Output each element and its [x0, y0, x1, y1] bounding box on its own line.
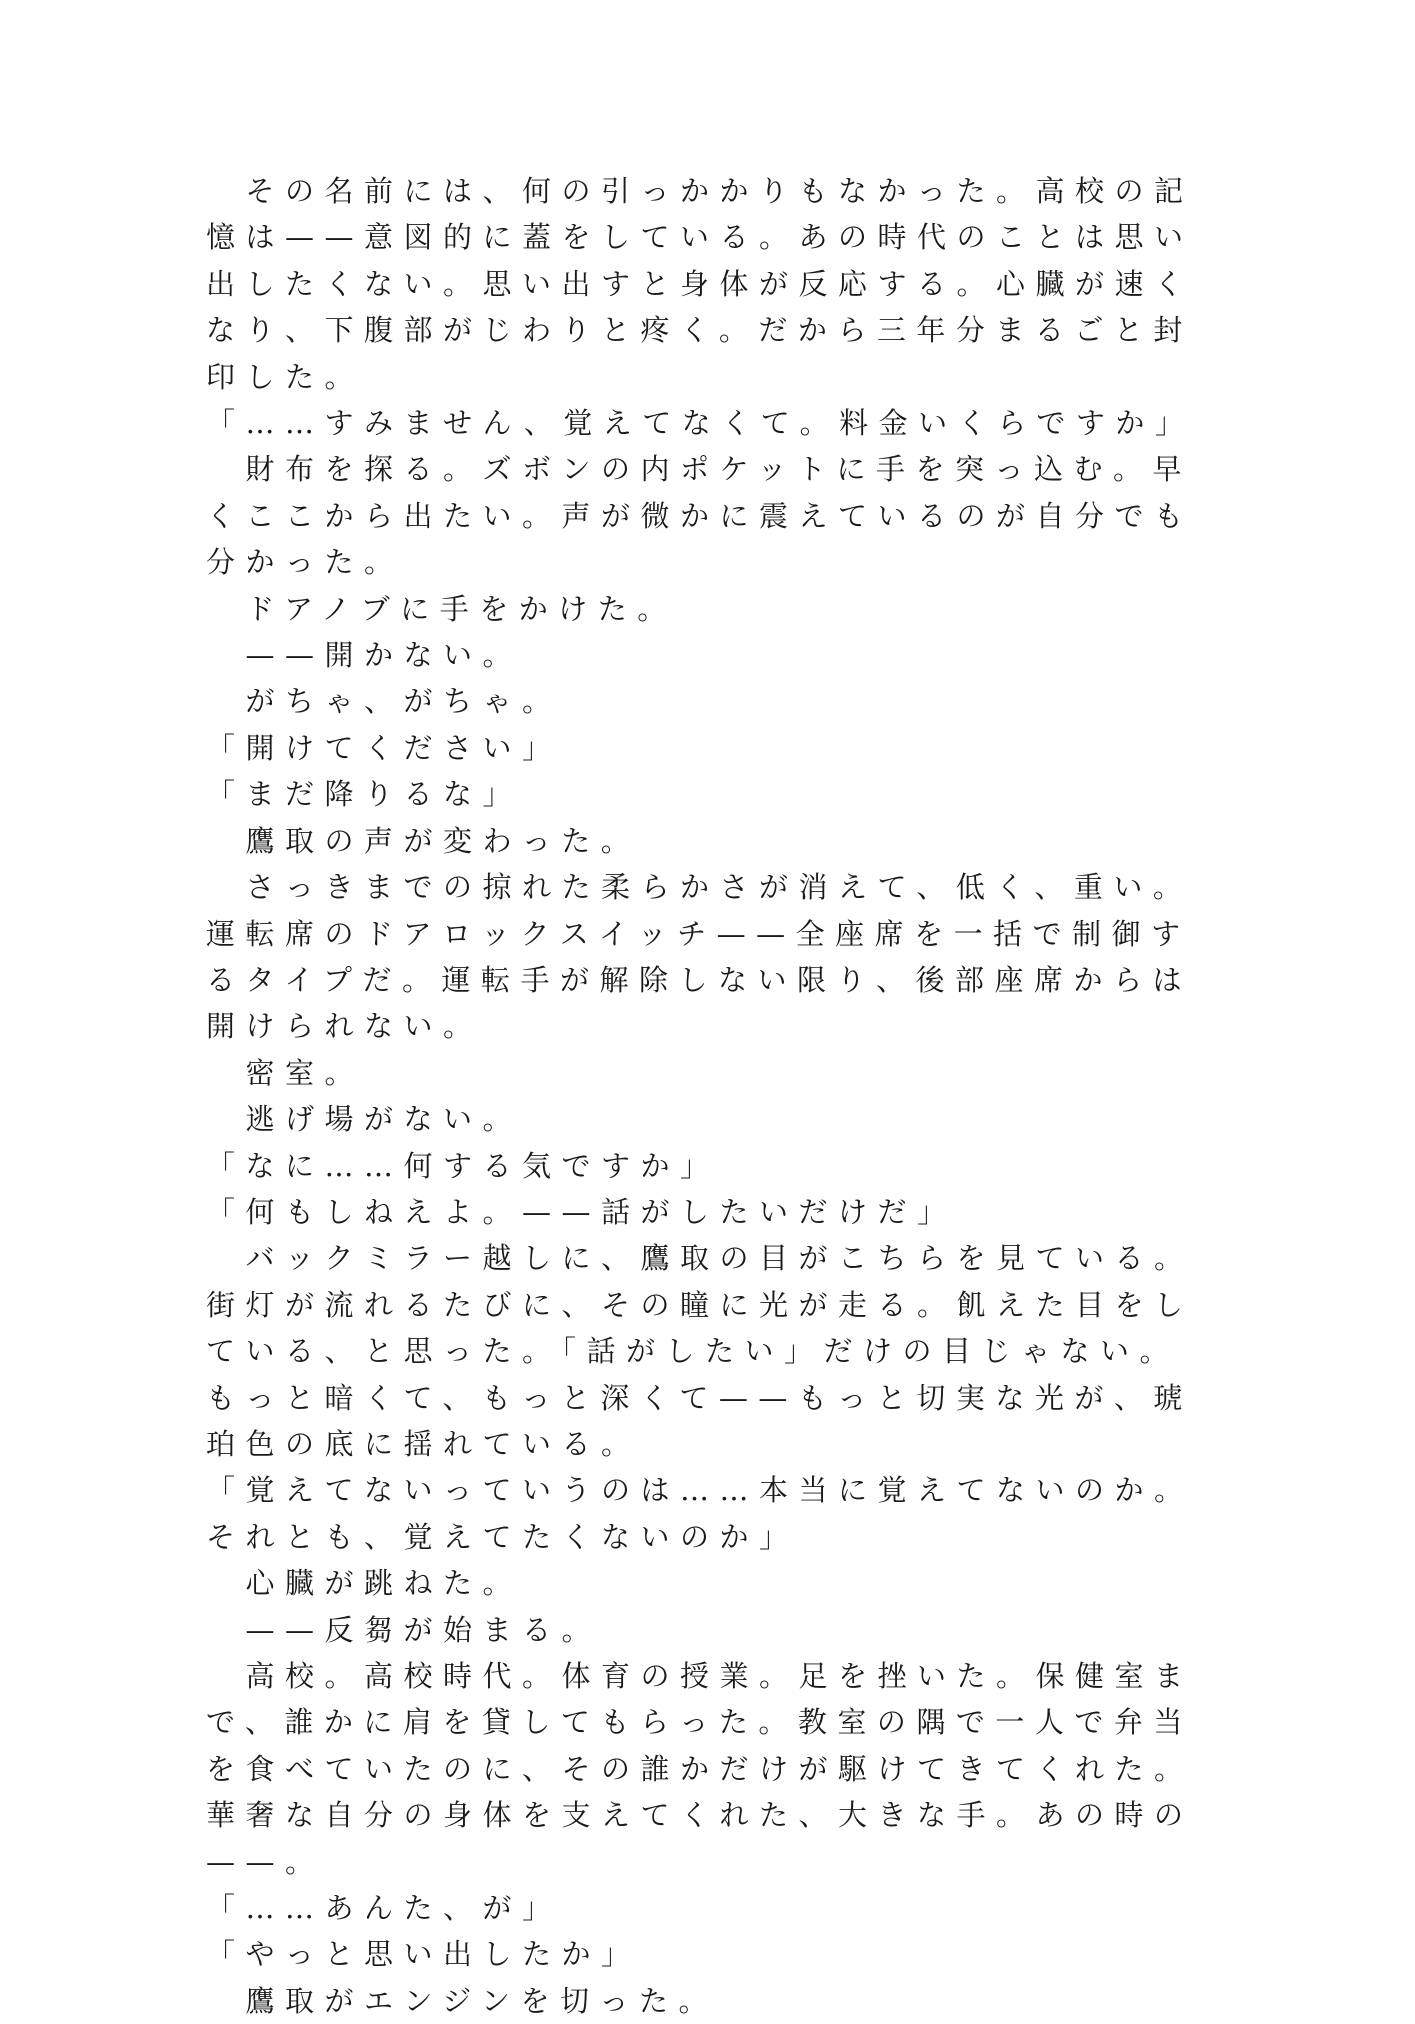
dialogue-line: 「何もしねえよ。——話がしたいだけだ」 [206, 1194, 957, 1229]
dialogue-line: 「開けてください」 [206, 730, 562, 765]
paragraph: 逃げ場がない。 [206, 1102, 523, 1137]
paragraph: 鷹取の声が変わった。 [206, 823, 641, 858]
paragraph: バックミラー越しに、鷹取の目がこちらを見ている。街灯が流れるたびに、その瞳に光が走る。飢えた目をしている、と思った。「話がしたい」だけの目じゃない。もっと暗くて、もっと深くて——もっと切実な光が、琥珀色の底に揺れている。 [206, 1241, 1194, 1461]
dialogue-line: 「……あんた、が」 [206, 1891, 562, 1926]
paragraph: 高校。高校時代。体育の授業。足を挫いた。保健室まで、誰かに肩を貸してもらった。教室の隅で一人で弁当を食べていたのに、その誰かだけが駆けてきてくれた。華奢な自分の身体を支えてくれた、大きな手。あの時の——。 [206, 1659, 1194, 1879]
dialogue-line: 「やっと思い出したか」 [206, 1937, 641, 1972]
paragraph: さっきまでの掠れた柔らかさが消えて、低く、重い。運転席のドアロックスイッチ——全座席を一括で制御するタイプだ。運転手が解除しない限り、後部座席からは開けられない。 [206, 870, 1193, 1044]
paragraph: 財布を探る。ズボンの内ポケットに手を突っ込む。早くここから出たい。声が微かに震えているのが自分でも分かった。 [206, 452, 1194, 580]
paragraph: ——反芻が始まる。 [206, 1612, 602, 1647]
paragraph: 密室。 [206, 1055, 365, 1090]
body-text [206, 168, 1216, 2024]
dialogue-line: 「なに……何する気ですか」 [206, 1148, 720, 1183]
paragraph: 鷹取がエンジンを切った。 [206, 1983, 719, 2018]
dialogue-line: 「……すみません、覚えてなくて。料金いくらですか」 [206, 406, 1195, 441]
paragraph: ドアノブに手をかけた。 [206, 591, 677, 626]
paragraph: ——開かない。 [206, 638, 523, 673]
paragraph: 心臓が跳ねた。 [206, 1566, 523, 1601]
paragraph: その名前には、何の引っかかりもなかった。高校の記憶は——意図的に蓋をしている。あの時代のことは思い出したくない。思い出すと身体が反応する。心臓が速くなり、下腹部がじわりと疼く。だから三年分まるごと封印した。 [206, 174, 1194, 394]
dialogue-line: 「覚えてないっていうのは……本当に覚えてないのか。それとも、覚えてたくないのか」 [206, 1473, 1194, 1554]
dialogue-line: 「まだ降りるな」 [206, 777, 523, 812]
paragraph: がちゃ、がちゃ。 [206, 684, 562, 719]
